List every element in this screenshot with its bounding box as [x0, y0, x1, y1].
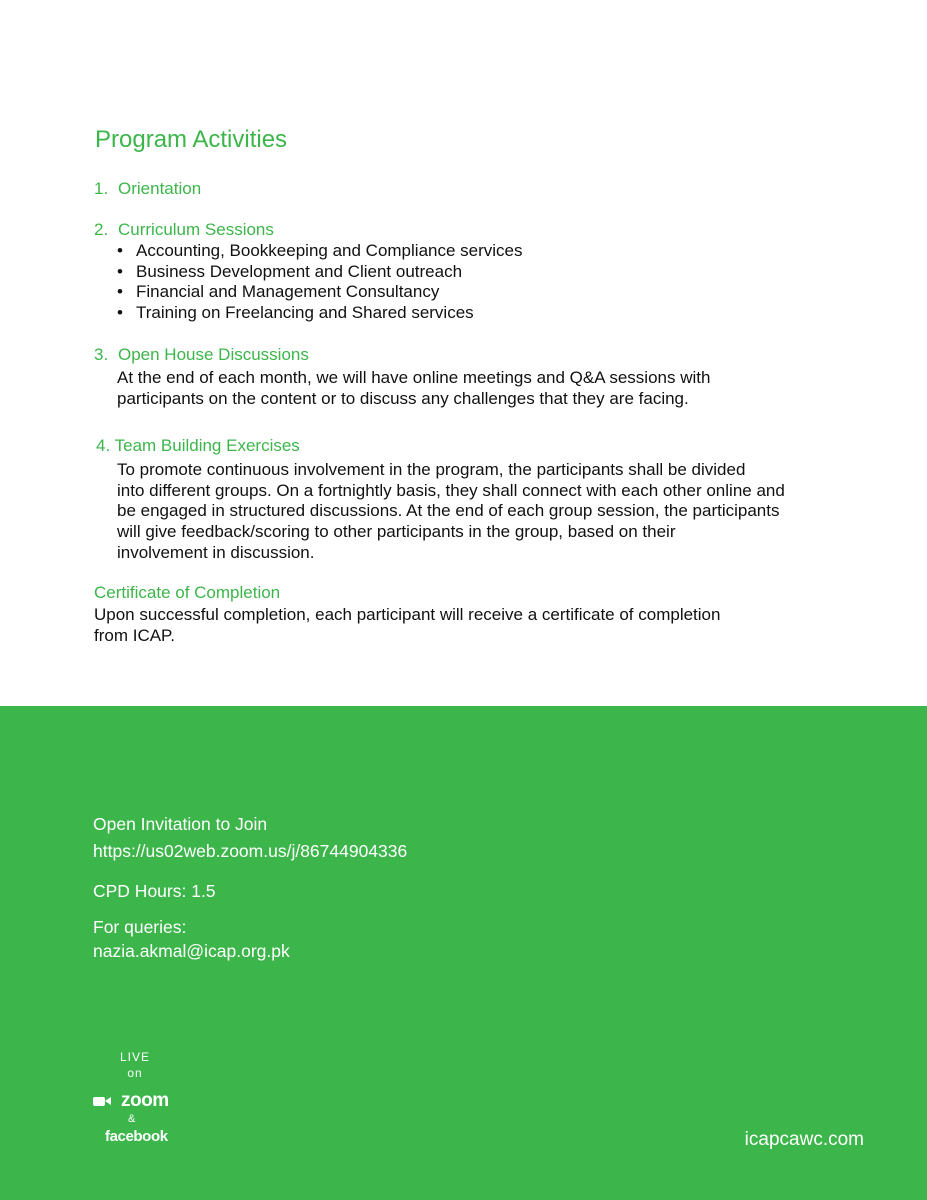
- text-line: Upon successful completion, each participant will receive a certificate of completion: [94, 605, 721, 624]
- on-text: on: [127, 1066, 143, 1080]
- video-camera-icon: [93, 1097, 105, 1106]
- list-item: • Business Development and Client outreach: [117, 262, 523, 283]
- live-badge: [117, 1049, 153, 1081]
- footer-panel: [0, 706, 927, 1200]
- zoom-link[interactable]: https://us02web.zoom.us/j/86744904336: [93, 841, 408, 861]
- cpd-hours: CPD Hours: 1.5: [93, 881, 216, 901]
- section-number: 4.: [96, 436, 111, 455]
- section-label: Open House Discussions: [118, 345, 309, 364]
- zoom-wordmark: zoom: [121, 1090, 169, 1111]
- section-number: 3.: [94, 345, 109, 364]
- section-open-house: [94, 345, 309, 365]
- list-item: • Financial and Management Consultancy: [117, 282, 523, 303]
- live-text: LIVE: [119, 1050, 150, 1064]
- text-line: At the end of each month, we will have online meetings and Q&A sessions with: [117, 368, 711, 387]
- website-link[interactable]: icapcawc.com: [744, 1129, 864, 1150]
- text-line: into different groups. On a fortnightly basis, they shall connect with each other online and: [117, 480, 785, 500]
- text-line: To promote continuous involvement in the program, the participants shall be divided: [117, 460, 746, 479]
- section-number: 2.: [94, 220, 109, 239]
- section-number: 1.: [94, 179, 109, 198]
- text-line: involvement in discussion.: [117, 542, 315, 562]
- certificate-heading: Certificate of Completion: [94, 583, 281, 602]
- section-label: Team Building Exercises: [114, 436, 300, 455]
- curriculum-list: [117, 241, 523, 324]
- text-line: will give feedback/scoring to other participants in the group, based on their: [117, 522, 676, 542]
- queries-label: For queries:: [93, 917, 187, 937]
- list-item: • Accounting, Bookkeeping and Compliance services: [117, 241, 523, 262]
- facebook-logo: facebook: [105, 1128, 168, 1145]
- section-team-building: [96, 436, 300, 456]
- section-label: Curriculum Sessions: [118, 220, 274, 239]
- section-label: Orientation: [118, 179, 202, 198]
- team-building-text: [117, 460, 785, 564]
- open-house-text: [117, 368, 710, 409]
- invite-label: Open Invitation to Join: [93, 814, 268, 834]
- certificate-text: [94, 605, 720, 646]
- section-curriculum: [94, 220, 274, 240]
- section-orientation: [94, 179, 201, 199]
- page-title: Program Activities: [95, 126, 288, 153]
- list-item: • Training on Freelancing and Shared services: [117, 303, 523, 324]
- email-link[interactable]: nazia.akmal@icap.org.pk: [93, 941, 290, 961]
- ampersand: &: [128, 1113, 136, 1125]
- text-line: participants on the content or to discuss any challenges that they are facing.: [117, 388, 689, 408]
- text-line: from ICAP.: [94, 625, 175, 645]
- text-line: be engaged in structured discussions. At the end of each group session, the participants: [117, 501, 780, 521]
